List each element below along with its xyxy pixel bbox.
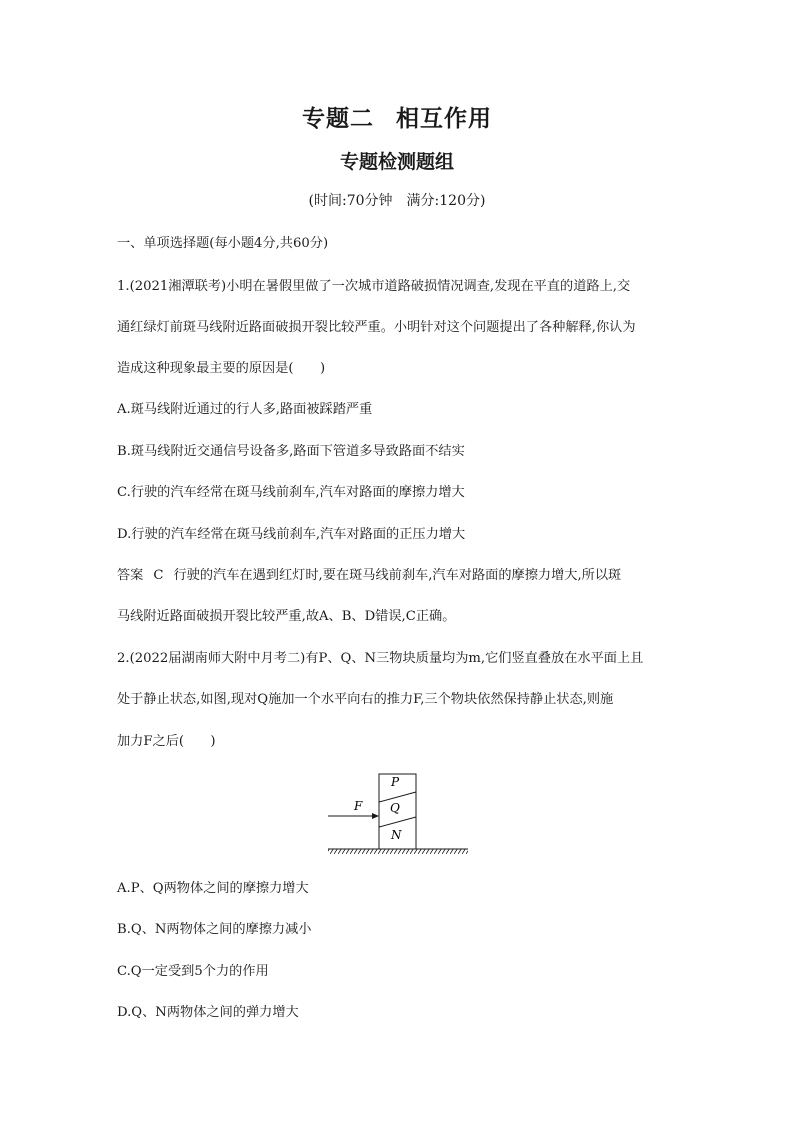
q2-option-c: C.Q一定受到5个力的作用 xyxy=(117,964,269,979)
q1-option-a: A.斑马线附近通过的行人多,路面被踩踏严重 xyxy=(117,402,373,417)
answer-label: 答案 xyxy=(117,568,144,583)
q2-option-d: D.Q、N两物体之间的弹力增大 xyxy=(117,1005,299,1020)
q2-option-a: A.P、Q两物体之间的摩擦力增大 xyxy=(117,881,309,896)
block-p-label: P xyxy=(391,775,400,789)
q1-option-b: B.斑马线附近交通信号设备多,路面下管道多导致路面不结实 xyxy=(117,444,465,459)
title-topic-name: 相互作用 xyxy=(396,106,492,132)
q1-answer-line-2: 马线附近路面破损开裂比较严重,故A、B、D错误,C正确。 xyxy=(117,609,456,624)
answer-explanation: 行驶的汽车在遇到红灯时,要在斑马线前刹车,汽车对路面的摩擦力增大,所以斑 xyxy=(173,568,622,583)
block-q-label: Q xyxy=(390,801,400,815)
q1-stem-line-3: 造成这种现象最主要的原因是( ) xyxy=(117,361,326,376)
force-label: F xyxy=(354,799,363,813)
q1-stem-line-1: 1.(2021湘潭联考)小明在暑假里做了一次城市道路破损情况调查,发现在平直的道路上,交 xyxy=(117,279,631,294)
q1-option-c: C.行驶的汽车经常在斑马线前刹车,汽车对路面的摩擦力增大 xyxy=(117,485,465,500)
q1-answer-line-1 xyxy=(117,567,682,585)
q2-stem-line-3: 加力F之后( ) xyxy=(117,734,216,749)
q2-stem-line-2: 处于静止状态,如图,现对Q施加一个水平向右的推力F,三个物块依然保持静止状态,则施 xyxy=(117,692,614,707)
stacked-blocks-figure xyxy=(326,770,470,856)
force-arrowhead xyxy=(372,813,379,819)
block-n-label: N xyxy=(391,828,402,842)
q2-option-b: B.Q、N两物体之间的摩擦力减小 xyxy=(117,922,312,937)
page-title xyxy=(0,100,794,133)
q2-stem-line-1: 2.(2022届湖南师大附中月考二)有P、Q、N三物块质量均为m,它们竖直叠放在水平面上且 xyxy=(117,651,644,666)
page-subtitle: 专题检测题组 xyxy=(339,151,454,173)
time-score-info: (时间:70分钟 满分:120分) xyxy=(308,193,486,209)
title-topic-number: 专题二 xyxy=(302,106,374,132)
ground-hatching xyxy=(328,849,468,854)
q1-stem-line-2: 通红绿灯前斑马线附近路面破损开裂比较严重。小明针对这个问题提出了各种解释,你认为 xyxy=(117,320,636,335)
section-heading: 一、单项选择题(每小题4分,共60分) xyxy=(117,236,329,251)
answer-choice: C xyxy=(153,568,164,583)
q1-option-d: D.行驶的汽车经常在斑马线前刹车,汽车对路面的正压力增大 xyxy=(117,527,466,542)
q-n-interface xyxy=(379,817,416,827)
